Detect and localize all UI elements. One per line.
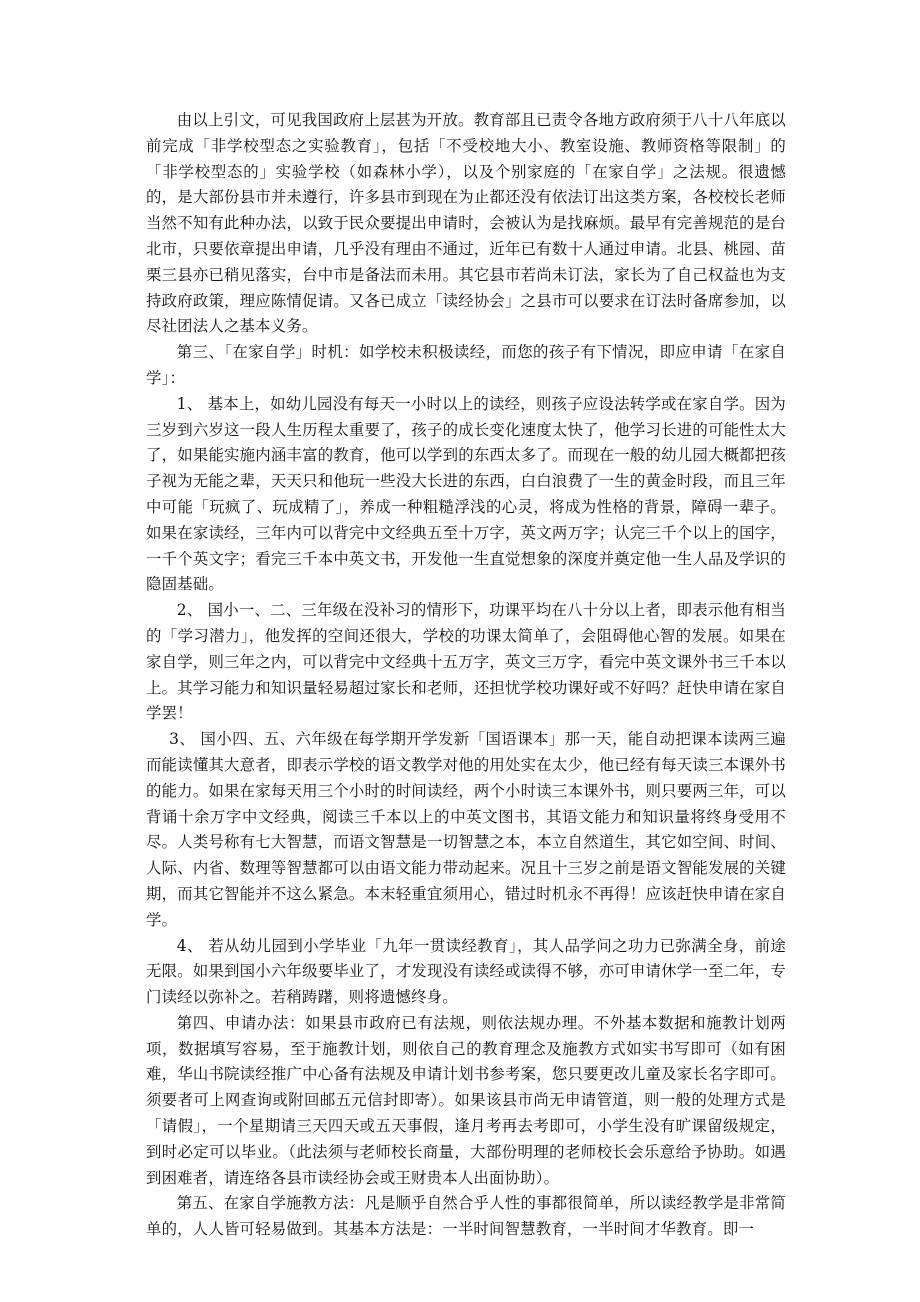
paragraph-section-four: 第四、申请办法：如果县市政府已有法规，则依法规办理。不外基本数据和施教计划两项，数据填写容易，至于施教计划，则依自己的教育理念及施教方式如实书写即可（如有困难，华山书院读经推广中心备有法规及申请计划书参考案，您只要更改儿童及家长名字即可。须要者可上网查询或附回邮五元信封即寄）。如果该县市尚无申请管道，则一般的处理方式是「请假」，一个星期请三天四天或五天事假，逢月考再去考即可，小学生没有旷课留级规定，到时必定可以毕业。（此法须与老师校长商量，大部份明理的老师校长会乐意给予协助。如遇到困难者，请连络各县市读经协会或王财贵本人出面协助）。 <box>146 1013 786 1187</box>
paragraph-item-3: 3、 国小四、五、六年级在每学期开学发新「国语课本」那一天，能自动把课本读两三遍而能读懂其大意者，即表示学校的语文教学对他的用处实在太少，他已经有每天读三本课外书的能力。如果在家每天用三个小时的时间读经，两个小时读三本课外书，则只要两三年，可以背诵十余万字中文经典，阅读三千本以上的中英文图书，其语文能力和知识量将终身受用不尽。人类号称有七大智慧，而语文智慧是一切智慧之本，本立自然道生，其它如空间、时间、人际、内省、数理等智慧都可以由语文能力带动起来。况且十三岁之前是语文智能发展的关键期，而其它智能并不这么紧急。本末轻重宜须用心，错过时机永不再得！应该赶快申请在家自学。 <box>146 730 786 929</box>
paragraph-section-three-heading: 第三、「在家自学」时机：如学校未积极读经，而您的孩子有下情况，即应申请「在家自学」： <box>146 343 786 387</box>
paragraph-intro: 由以上引文，可见我国政府上层甚为开放。教育部且已责令各地方政府须于八十八年底以前完成「非学校型态之实验教育」，包括「不受校地大小、教室设施、教师资格等限制」的「非学校型态的」实验学校（如森林小学），以及个别家庭的「在家自学」之法规。很遗憾的，是大部份县市并未遵行，许多县市到现在为止都还没有依法订出这类方案，各校校长老师当然不知有此种办法，以致于民众要提出申请时，会被认为是找麻烦。最早有完善规范的是台北市，只要依章提出申请，几乎没有理由不通过，近年已有数十人通过申请。北县、桃园、苗栗三县亦已稍见落实，台中市是备法而未用。其它县市若尚未订法，家长为了自己权益也为支持政府政策，理应陈情促请。又各已成立「读经协会」之县市可以要求在订法时备席参加，以尽社团法人之基本义务。 <box>146 111 786 336</box>
paragraph-item-4: 4、 若从幼儿园到小学毕业「九年一贯读经教育」，其人品学问之功力已弥满全身，前途无限。如果到国小六年级要毕业了，才发现没有读经或读得不够，亦可申请休学一至二年，专门读经以弥补之。若稍踌躇，则将遗憾终身。 <box>146 936 786 1007</box>
document-body <box>146 108 786 1243</box>
paragraph-item-1: 1、 基本上，如幼儿园没有每天一小时以上的读经，则孩子应设法转学或在家自学。因为三岁到六岁这一段人生历程太重要了，孩子的成长变化速度太快了，他学习长进的可能性太大了，如果能实施内涵丰富的教育，他可以学到的东西太多了。而现在一般的幼儿园大概都把孩子视为无能之辈，天天只和他玩一些没大长进的东西，白白浪费了一生的黄金时段，而且三年中可能「玩疯了、玩成精了」，养成一种粗糙浮浅的心灵，将成为性格的背景，障碍一辈子。如果在家读经，三年内可以背完中文经典五至十万字，英文两万字；认完三千个以上的国字，一千个英文字；看完三千本中英文书，开发他一生直觉想象的深度并奠定他一生人品及学识的隐固基础。 <box>146 394 786 594</box>
paragraph-section-five: 第五、在家自学施教方法：凡是顺乎自然合乎人性的事都很简单，所以读经教学是非常简单的，人人皆可轻易做到。其基本方法是：一半时间智慧教育，一半时间才华教育。即一 <box>146 1194 786 1239</box>
paragraph-item-2: 2、 国小一、二、三年级在没补习的情形下，功课平均在八十分以上者，即表示他有相当的「学习潜力」，他发挥的空间还很大，学校的功课太简单了，会阻碍他心智的发展。如果在家自学，则三年之内，可以背完中文经典十五万字，英文三万字，看完中英文课外书三千本以上。其学习能力和知识量轻易超过家长和老师，还担忧学校功课好或不好吗？赶快申请在家自学罢！ <box>146 601 786 723</box>
